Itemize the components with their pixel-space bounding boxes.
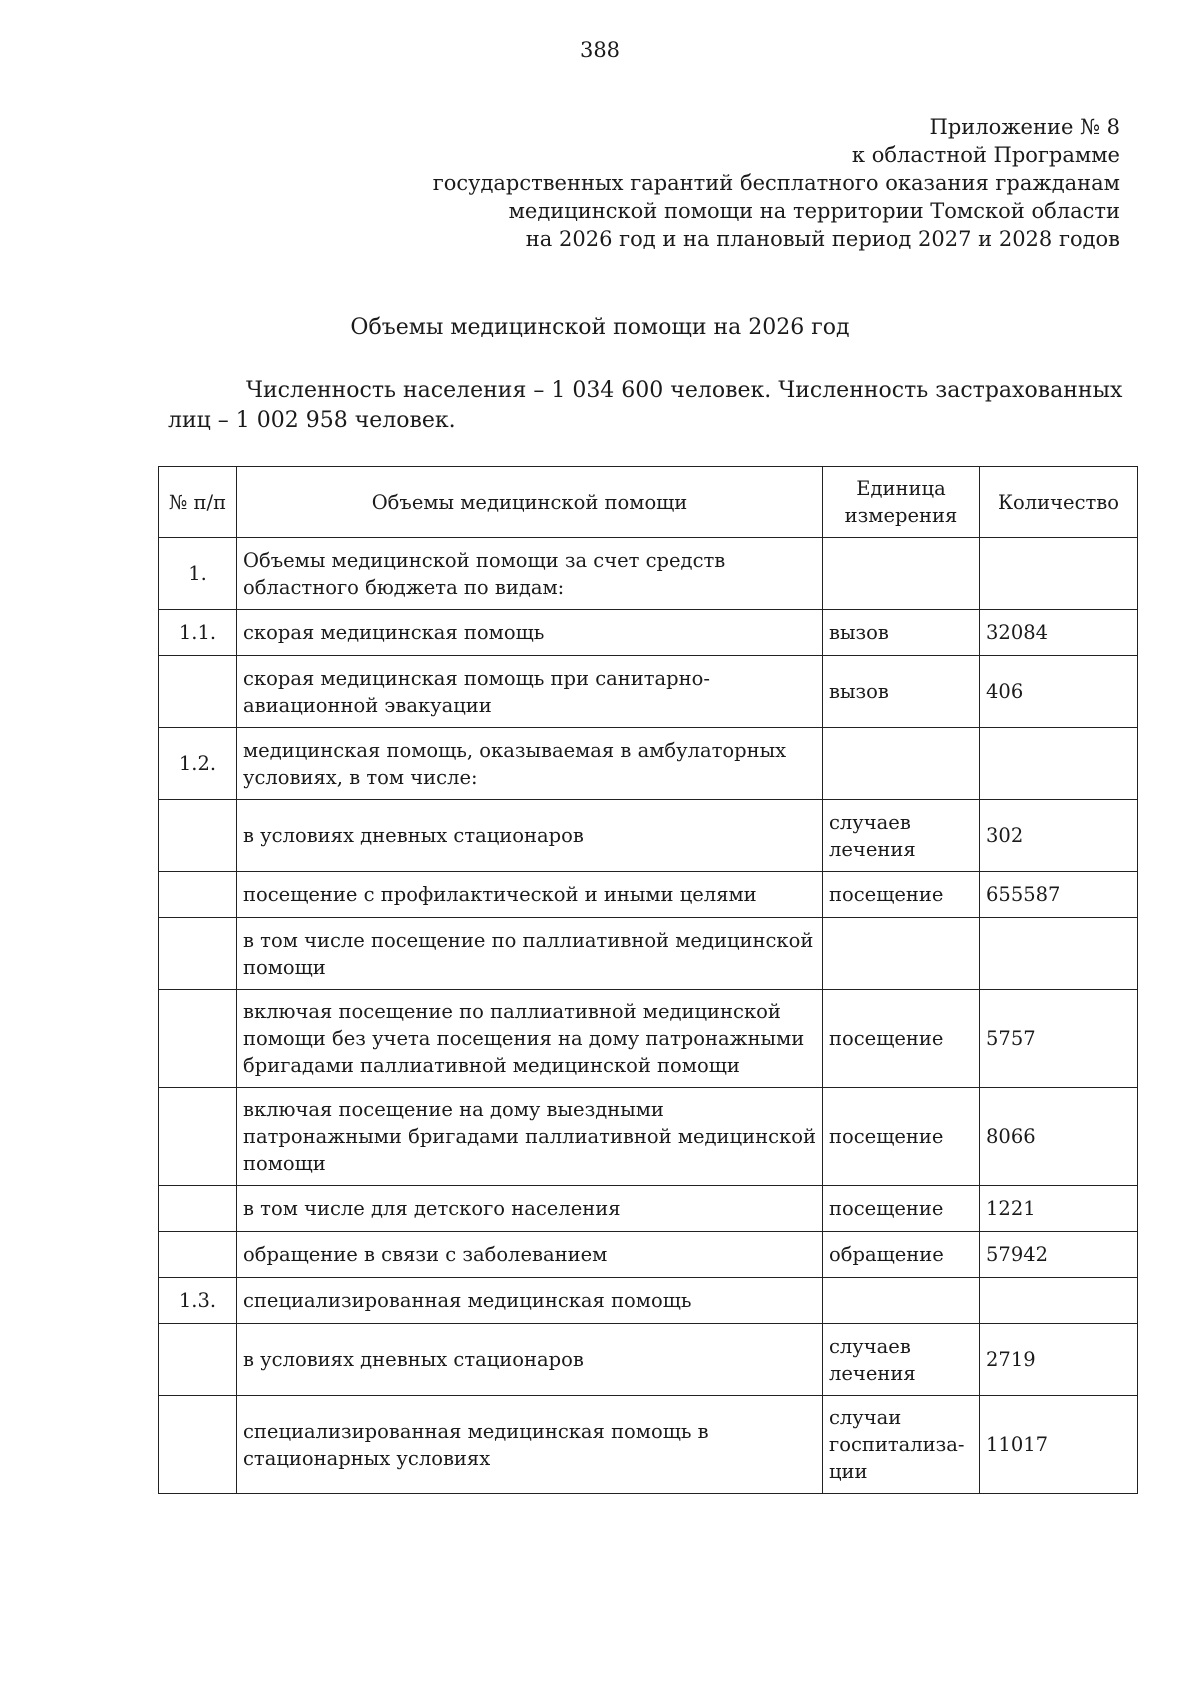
row-unit <box>823 728 980 800</box>
table-row <box>159 538 1138 610</box>
table-row <box>159 1396 1138 1494</box>
row-description: обращение в связи с заболеванием <box>237 1232 823 1278</box>
table-row <box>159 800 1138 872</box>
row-description: в том числе для детского населения <box>237 1186 823 1232</box>
row-quantity <box>980 538 1138 610</box>
table-row <box>159 1324 1138 1396</box>
population-paragraph <box>168 376 1123 436</box>
row-quantity: 302 <box>980 800 1138 872</box>
table-row <box>159 1232 1138 1278</box>
row-quantity: 2719 <box>980 1324 1138 1396</box>
row-num <box>159 990 237 1088</box>
row-description: посещение с профилактической и иными целями <box>237 872 823 918</box>
row-quantity: 5757 <box>980 990 1138 1088</box>
row-description: скорая медицинская помощь <box>237 610 823 656</box>
row-num: 1.2. <box>159 728 237 800</box>
row-quantity: 406 <box>980 656 1138 728</box>
header-unit: Единица измерения <box>823 467 980 538</box>
document-title: Объемы медицинской помощи на 2026 год <box>350 315 850 340</box>
row-description: Объемы медицинской помощи за счет средств областного бюджета по видам: <box>237 538 823 610</box>
row-num <box>159 1088 237 1186</box>
table-row <box>159 610 1138 656</box>
row-description: скорая медицинская помощь при санитарно-авиационной эвакуации <box>237 656 823 728</box>
table-row <box>159 990 1138 1088</box>
appendix-line: государственных гарантий бесплатного оказания гражданам <box>432 171 1120 195</box>
row-quantity: 57942 <box>980 1232 1138 1278</box>
row-unit <box>823 1278 980 1324</box>
row-quantity: 1221 <box>980 1186 1138 1232</box>
row-unit: обращение <box>823 1232 980 1278</box>
row-quantity: 11017 <box>980 1396 1138 1494</box>
row-unit: посещение <box>823 1186 980 1232</box>
row-num <box>159 872 237 918</box>
table-row <box>159 872 1138 918</box>
row-description: в том числе посещение по паллиативной медицинской помощи <box>237 918 823 990</box>
row-unit: случаев лечения <box>823 1324 980 1396</box>
row-description: специализированная медицинская помощь <box>237 1278 823 1324</box>
row-description: в условиях дневных стационаров <box>237 800 823 872</box>
row-quantity: 8066 <box>980 1088 1138 1186</box>
insured-line: лиц – 1 002 958 человек. <box>168 408 456 433</box>
row-unit: вызов <box>823 610 980 656</box>
table-row <box>159 656 1138 728</box>
row-num: 1.3. <box>159 1278 237 1324</box>
row-num <box>159 800 237 872</box>
row-description: включая посещение на дому выездными патронажными бригадами паллиативной медицинской помощи <box>237 1088 823 1186</box>
row-unit: посещение <box>823 872 980 918</box>
appendix-line: медицинской помощи на территории Томской области <box>508 199 1120 223</box>
row-description: включая посещение по паллиативной медицинской помощи без учета посещения на дому патронажными бригадами паллиативной медицинской помощи <box>237 990 823 1088</box>
appendix-line: Приложение № 8 <box>929 115 1120 139</box>
table-row <box>159 1278 1138 1324</box>
row-description: специализированная медицинская помощь в стационарных условиях <box>237 1396 823 1494</box>
row-unit: вызов <box>823 656 980 728</box>
row-num <box>159 656 237 728</box>
table-row <box>159 728 1138 800</box>
header-quantity: Количество <box>980 467 1138 538</box>
medical-volumes-table <box>158 466 1138 1494</box>
row-quantity: 655587 <box>980 872 1138 918</box>
row-quantity <box>980 918 1138 990</box>
page-number: 388 <box>579 38 621 62</box>
row-unit <box>823 538 980 610</box>
table-header-row <box>159 467 1138 538</box>
row-description: в условиях дневных стационаров <box>237 1324 823 1396</box>
row-unit: посещение <box>823 990 980 1088</box>
row-quantity: 32084 <box>980 610 1138 656</box>
appendix-line: к областной Программе <box>851 143 1120 167</box>
appendix-line: на 2026 год и на плановый период 2027 и 2028 годов <box>525 227 1120 251</box>
row-quantity <box>980 728 1138 800</box>
table-row <box>159 1186 1138 1232</box>
row-unit: посещение <box>823 1088 980 1186</box>
row-num <box>159 1324 237 1396</box>
row-num: 1. <box>159 538 237 610</box>
row-num <box>159 1232 237 1278</box>
table-row <box>159 918 1138 990</box>
row-description: медицинская помощь, оказываемая в амбулаторных условиях, в том числе: <box>237 728 823 800</box>
row-quantity <box>980 1278 1138 1324</box>
appendix-header <box>420 113 1120 253</box>
row-unit <box>823 918 980 990</box>
row-num <box>159 1396 237 1494</box>
row-unit: случаев лечения <box>823 800 980 872</box>
row-num: 1.1. <box>159 610 237 656</box>
row-num <box>159 918 237 990</box>
header-num: № п/п <box>159 467 237 538</box>
row-num <box>159 1186 237 1232</box>
table-row <box>159 1088 1138 1186</box>
population-line: Численность населения – 1 034 600 человек. Численность застрахованных <box>246 378 1123 403</box>
row-unit: случаи госпитализа-ции <box>823 1396 980 1494</box>
header-description: Объемы медицинской помощи <box>237 467 823 538</box>
